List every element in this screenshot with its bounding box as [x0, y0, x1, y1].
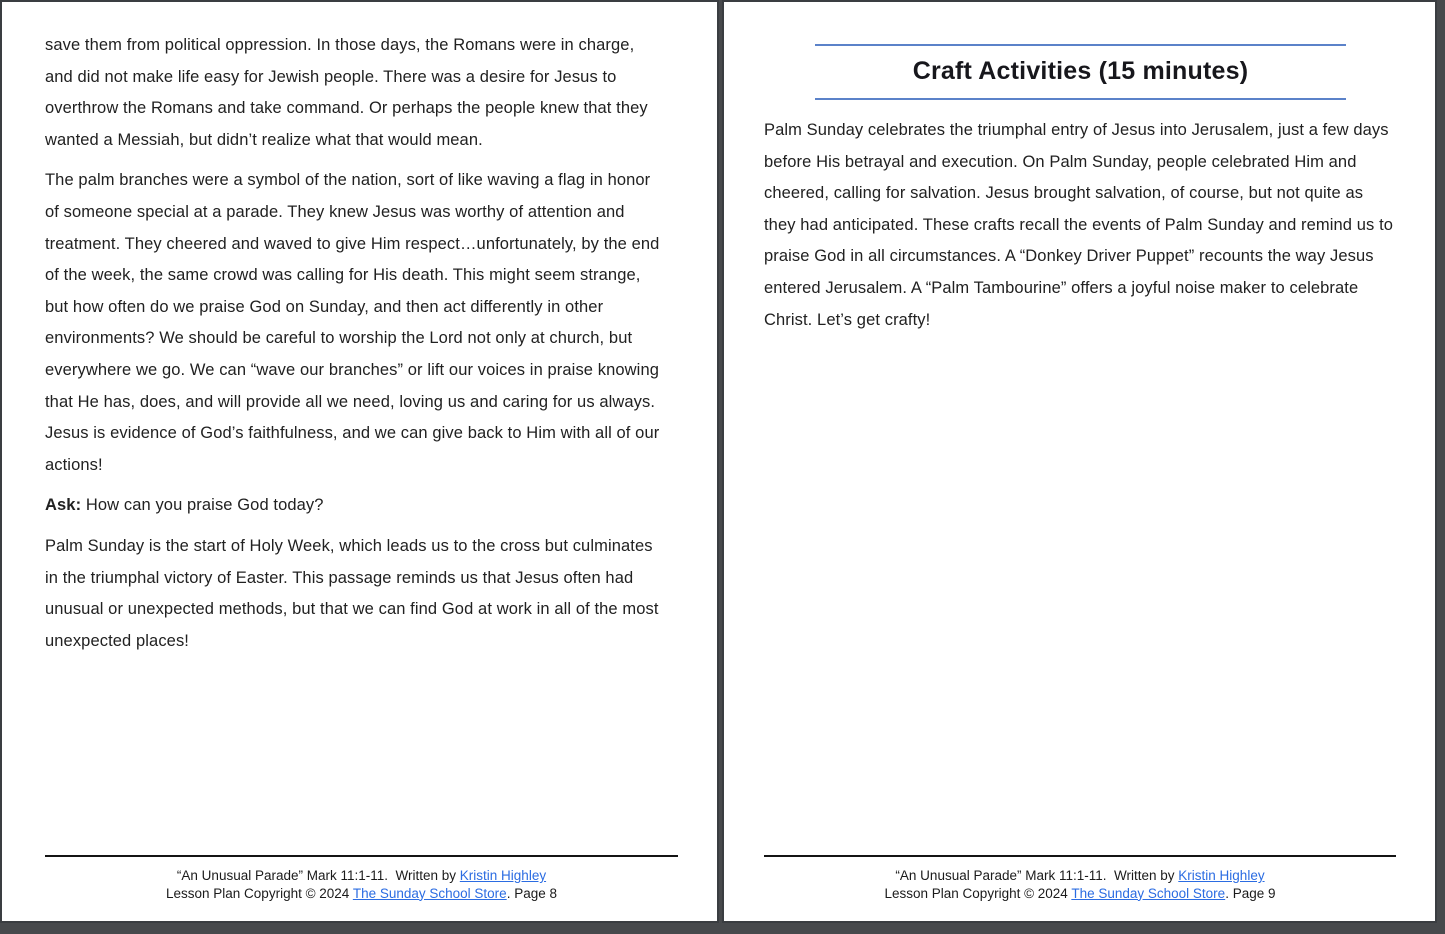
- store-link[interactable]: The Sunday School Store: [1071, 885, 1226, 901]
- footer-divider: [45, 855, 678, 857]
- page-8-footer: [45, 855, 678, 902]
- ask-question: How can you praise God today?: [85, 496, 324, 515]
- paragraph-political-oppression: save them from political oppression. In those days, the Romans were in charge, and did not make life easy for Jewish people. There was a desire for Jesus to overthrow the Romans and take command. Or perhaps the people knew that they wanted a Messiah, but didn’t realize what that would mean.: [45, 36, 648, 149]
- footer-copyright-text: Lesson Plan Copyright © 2024: [884, 885, 1072, 901]
- page-8: [0, 0, 719, 923]
- ask-paragraph: [45, 490, 662, 522]
- footer-citation-text: “An Unusual Parade” Mark 11:1-11. Written by: [895, 868, 1179, 883]
- ask-label: Ask:: [45, 496, 82, 515]
- footer-citation-line: [45, 867, 678, 885]
- paragraph-palm-branches: The palm branches were a symbol of the nation, sort of like waving a flag in honor of someone special at a parade. They knew Jesus was worthy of attention and treatment. They cheered and waved to give Him respect…unfortunately, by the end of the week, the same crowd was calling for His death. This might seem strange, but how often do we praise God on Sunday, and then act differently in other environments? We should be careful to worship the Lord not only at church, but everywhere we go. We can “wave our branches” or lift our voices in praise knowing that He has, does, and will provide all we need, loving us and caring for us always. Jesus is evidence of God’s faithfulness, and we can give back to Him with all of our actions!: [45, 171, 660, 474]
- footer-copyright-line: [45, 885, 678, 903]
- author-link[interactable]: Kristin Highley: [1178, 868, 1265, 883]
- section-heading: Craft Activities (15 minutes): [912, 57, 1249, 85]
- footer-copyright-line: [764, 885, 1396, 903]
- footer-copyright-text: Lesson Plan Copyright © 2024: [166, 885, 353, 901]
- author-link[interactable]: Kristin Highley: [459, 868, 547, 883]
- page-9: [722, 0, 1437, 923]
- store-link[interactable]: The Sunday School Store: [352, 885, 507, 901]
- footer-divider: [764, 855, 1396, 857]
- paragraph-holy-week: Palm Sunday is the start of Holy Week, which leads us to the cross but culminates in the triumphal victory of Easter. This passage reminds us that Jesus often had unusual or unexpected methods, but that we can find God at work in all of the most unexpected places!: [45, 536, 659, 650]
- page-9-footer: [764, 855, 1396, 902]
- footer-citation-line: [764, 867, 1396, 885]
- section-heading-box: [815, 44, 1346, 100]
- footer-citation-text: “An Unusual Parade” Mark 11:1-11. Written by: [176, 868, 460, 883]
- page-8-body: [45, 30, 662, 666]
- footer-page-number: . Page 8: [506, 885, 557, 901]
- paragraph-craft-intro: Palm Sunday celebrates the triumphal entry of Jesus into Jerusalem, just a few days before His betrayal and execution. On Palm Sunday, people celebrated Him and cheered, calling for salvation. Jesus brought salvation, of course, but not quite as they had anticipated. These crafts recall the events of Palm Sunday and remind us to praise God in all circumstances. A “Donkey Driver Puppet” recounts the way Jesus entered Jerusalem. A “Palm Tambourine” offers a joyful noise maker to celebrate Christ. Let’s get crafty!: [764, 121, 1394, 329]
- footer-page-number: . Page 9: [1225, 885, 1276, 901]
